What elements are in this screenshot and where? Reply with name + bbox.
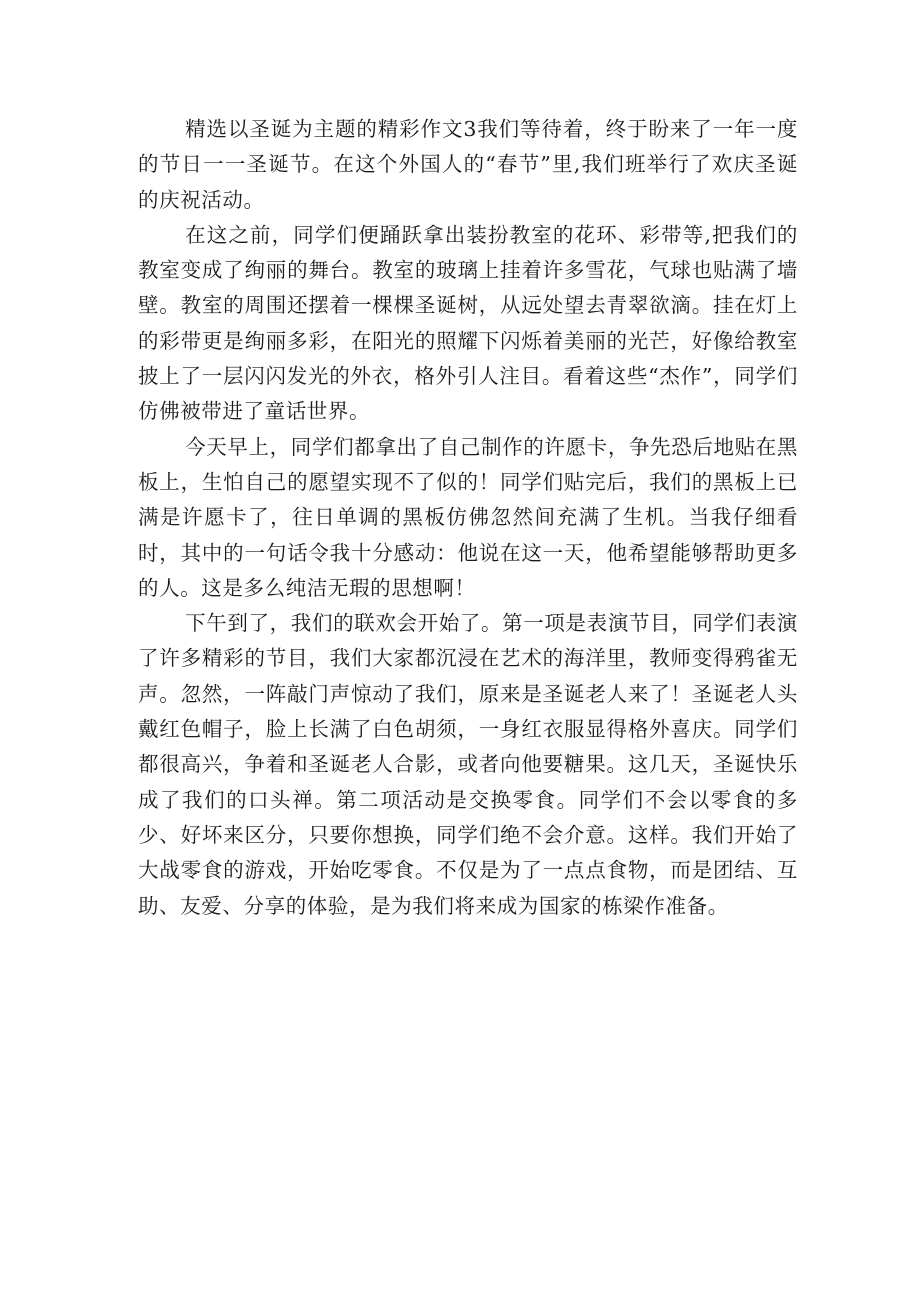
paragraph-1: 精选以圣诞为主题的精彩作文3我们等待着，终于盼来了一年一度的节日一一圣诞节。在这个外国人的“春节”里,我们班举行了欢庆圣诞的庆祝活动。 xyxy=(138,117,798,212)
paragraph-4: 下午到了，我们的联欢会开始了。第一项是表演节目，同学们表演了许多精彩的节目，我们大家都沉浸在艺术的海洋里，教师变得鸦雀无声。忽然，一阵敲门声惊动了我们，原来是圣诞老人来了！圣诞老人头戴红色帽子，脸上长满了白色胡须，一身红衣服显得格外喜庆。同学们都很高兴，争着和圣诞老人合影，或者向他要糖果。这几天，圣诞快乐成了我们的口头禅。第二项活动是交换零食。同学们不会以零食的多少、好坏来区分，只要你想换，同学们绝不会介意。这样。我们开始了大战零食的游戏，开始吃零食。不仅是为了一点点食物，而是团结、互助、友爱、分享的体验，是为我们将来成为国家的栋梁作准备。 xyxy=(138,611,798,918)
essay-body xyxy=(138,112,798,924)
paragraph-3: 今天早上，同学们都拿出了自己制作的许愿卡，争先恐后地贴在黑板上，生怕自己的愿望实现不了似的！同学们贴完后，我们的黑板上已满是许愿卡了，往日单调的黑板仿佛忽然间充满了生机。当我仔细看时，其中的一句话令我十分感动：他说在这一天，他希望能够帮助更多的人。这是多么纯洁无瑕的思想啊！ xyxy=(138,434,798,600)
paragraph-2: 在这之前，同学们便踊跃拿出装扮教室的花环、彩带等,把我们的教室变成了绚丽的舞台。教室的玻璃上挂着许多雪花，气球也贴满了墙壁。教室的周围还摆着一棵棵圣诞树，从远处望去青翠欲滴。挂在灯上的彩带更是绚丽多彩，在阳光的照耀下闪烁着美丽的光芒，好像给教室披上了一层闪闪发光的外衣，格外引人注目。看着这些“杰作”，同学们仿佛被带进了童话世界。 xyxy=(138,222,798,424)
